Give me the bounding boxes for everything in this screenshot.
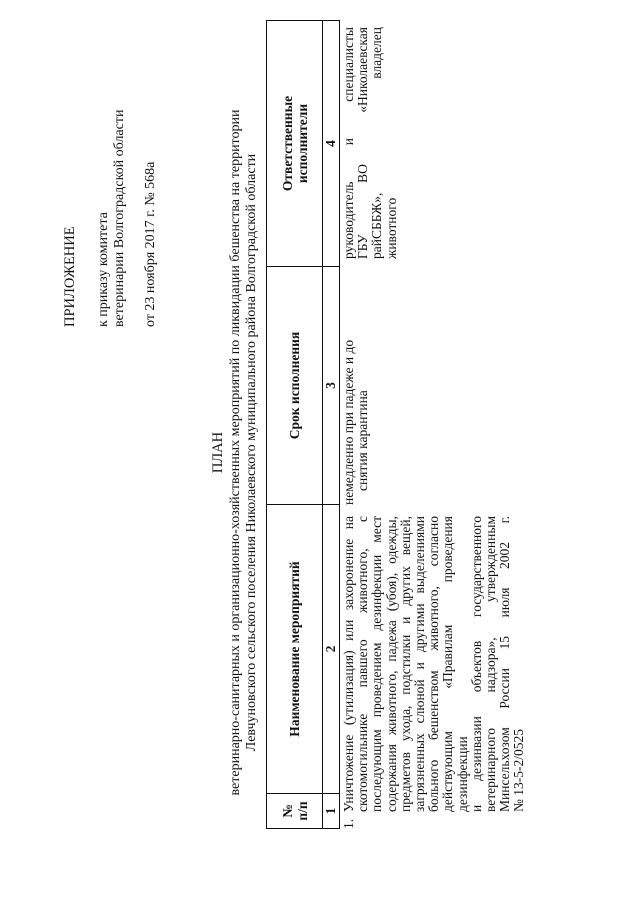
header-responsible-line-1: Ответственные: [279, 95, 295, 192]
row-1-number: 1.: [341, 818, 356, 829]
header-deadline: Срок исполнения: [267, 267, 323, 505]
header-num: [267, 794, 323, 829]
appendix-line-3: от 23 ноября 2017 г. № 568а: [143, 161, 158, 327]
row-1-responsible: [342, 27, 399, 259]
header-num-line-1: №: [279, 804, 295, 818]
row-1-activity-line: ветеринарного надзора», утвержденным: [483, 516, 499, 812]
row-1-activity-line: загрязненных слюной и другими выделениями: [412, 516, 428, 812]
column-number-4: 4: [323, 21, 340, 267]
header-activity: Наименование мероприятий: [267, 505, 323, 794]
row-1-activity-line: и дезинвазии объектов государственного: [468, 516, 484, 812]
row-1-activity-line: предметов ухода, подстилки и других вещей,: [397, 516, 413, 812]
row-1-activity-line: действующим «Правилам проведения дезинфекции: [440, 516, 470, 812]
column-number-1: 1: [323, 794, 340, 829]
table-header-row: [267, 21, 323, 829]
column-number-3: 3: [323, 267, 340, 505]
plan-subtitle-line-2: Левчуновского сельского поселения Николаевского муниципального района Волгоградской области: [244, 153, 259, 752]
row-1-activity-line: Минсельхозом России 15 июля 2002 г.: [497, 516, 513, 812]
row-1-deadline-line: немедленно при падеже и до: [341, 339, 356, 505]
appendix-title: ПРИЛОЖЕНИЕ: [62, 226, 78, 327]
column-number-2: 2: [323, 505, 340, 794]
appendix-line-1: к приказу комитета: [96, 212, 111, 327]
row-1-activity-line: Уничтожение (утилизация) или захоронение на: [341, 516, 356, 812]
row-1-deadline: [342, 275, 370, 505]
row-1-activity-line: содержания животного, падежа (убоя), одежды,: [383, 516, 399, 812]
row-1-responsible-line: животного: [383, 197, 399, 259]
header-responsible-line-2: исполнители: [294, 103, 310, 184]
row-1-responsible-line: руководитель и специалисты: [341, 27, 356, 259]
row-1-responsible-line: ГБУ ВО «Николаевская: [355, 27, 371, 259]
row-1-deadline-line: снятия карантина: [355, 390, 371, 491]
row-1-activity-line: скотомогильнике павшего животного, с: [355, 516, 371, 812]
plan-subtitle-line-1: ветеринарно-санитарных и организационно-хозяйственных мероприятий по ликвидации бешенства на территории: [228, 109, 243, 796]
row-1-activity-line: последующим проведением дезинфекции мест: [369, 516, 385, 812]
row-1-activity: [342, 516, 527, 812]
row-1-activity-line: № 13-5-2/0525: [511, 729, 527, 812]
header-responsible: [267, 21, 323, 267]
header-num-line-2: п/п: [294, 801, 310, 821]
row-1-activity-line: больного бешенством животного, согласно: [426, 516, 442, 812]
plan-title: ПЛАН: [210, 431, 226, 474]
appendix-line-2: ветеринарии Волгоградской области: [112, 109, 127, 327]
plan-table: [266, 20, 340, 829]
row-1-responsible-line: райСББЖ», владелец: [369, 27, 385, 259]
column-number-row: [323, 21, 340, 829]
